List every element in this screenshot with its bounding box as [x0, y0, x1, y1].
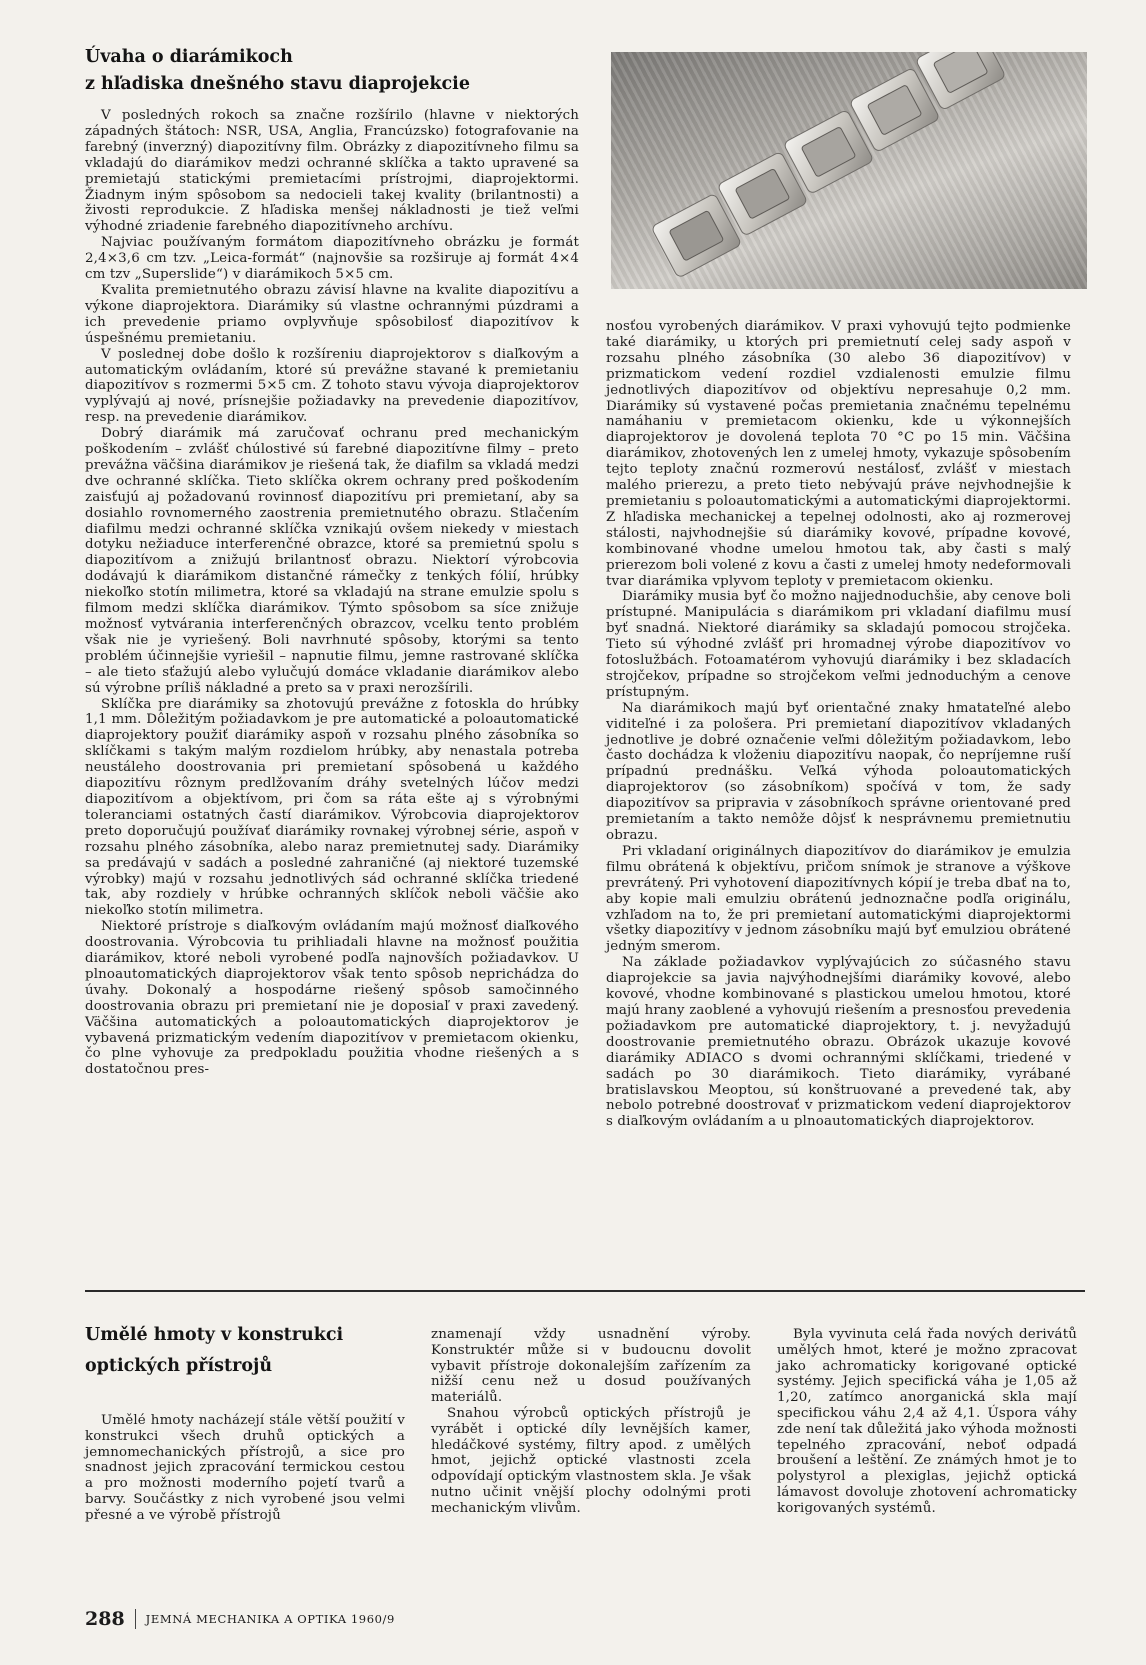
page-footer — [85, 1608, 585, 1630]
article1-title — [85, 44, 565, 98]
page-number: 288 — [85, 1608, 125, 1630]
article2-column-2 — [431, 1327, 751, 1517]
paragraph: nosťou vyrobených diarámikov. V praxi vyhovujú tejto podmienke také diarámiky, u ktorých pri premietnutí celej sady aspoň v rozsahu plného zásobníka (30 alebo 36 diapozitívov) v prizmatickom vedení rozdiel vzdialenosti emulzie filmu jednotlivých diapozitívov od objektívu nepresahuje 0,2 mm. Diarámiky sú vystavené počas premietania značnému tepelnému namáhaniu v premietacom okienku, kde u výkonnejších diaprojektorov je dovolená teplota 70 °C po 15 min. Väčšina diarámikov, zhotovených len z umelej hmoty, vykazuje spôsobením tejto teploty značnú rozmerovú nestálosť, zvlášť v miestach malého prierezu, a preto tieto nebývajú práve nejvhodnejšie k premietaniu s poloautomatickými a automatickými diaprojektormi. Z hľadiska mechanickej a tepelnej odolnosti, ako aj rozmerovej stálosti, najvhodnejšie sú diarámiky kovové, prípadne kovové, kombinované vhodne umelou hmotou tak, aby časti s malý prierezom boli volené z kovu a časti z umelej hmoty nedeformovali tvar diarámika vplyvom teploty v premietacom okienku. — [606, 319, 1071, 589]
paragraph: Najviac používaným formátom diapozitívneho obrázku je formát 2,4×3,6 cm tzv. „Leica-formát“ (najnovšie sa rozširuje aj formát 4×4 cm tzv „Superslide“) v diarámikoch 5×5 cm. — [85, 235, 579, 283]
paragraph: Dobrý diarámik má zaručovať ochranu pred mechanickým poškodením – zvlášť chúlostivé sú farebné diapozitívne filmy – preto prevážna väčšina diarámikov je riešená tak, že diafilm sa vkladá medzi dve ochranné sklíčka. Tieto sklíčka okrem ochrany pred poškodením zaisťujú aj požadovanú rovinnosť diapozitívu pri premietaní, aby sa dosiahlo rovnomerného zaostrenia premietnutého obrazu. Stlačením diafilmu medzi ochranné sklíčka vznikajú ovšem niekedy v miestach dotyku nežiaduce interferenčné obrazce, ktoré sa premietnú spolu s diapozitívom a znižujú brilantnosť obrazu. Niektorí výrobcovia dodávajú k diarámikom distančné rámečky z tenkých fólií, hrúbky niekoľko stotín milimetra, ktoré sa vkladajú na strane emulzie spolu s filmom medzi sklíčka diarámikov. Týmto spôsobom sa síce znižuje možnosť vytvárania interferenčných obrazcov, vcelku tento problém však nie je vyriešený. Boli navrhnuté spôsoby, ktorými sa tento problém účinnejšie vyriešil – napnutie filmu, jemne rastrované sklíčka – ale tieto sťažujú alebo vylučujú domáce vkladanie diarámikov alebo sú výrobne príliš nákladné a preto sa v praxi nerozšírili. — [85, 426, 579, 696]
footer-separator — [135, 1609, 136, 1629]
article1-title-line1: Úvaha o diarámikoch — [85, 47, 293, 67]
paragraph: Umělé hmoty nacházejí stále větší použití v konstrukci všech druhů optických a jemnomechanických přístrojů, a sice pro snadnost jejich zpracování termickou cestou a pro možnosti moderního pojetí tvarů a barvy. Součástky z nich vyrobené jsou velmi přesné a ve výrobě přístrojů — [85, 1413, 405, 1523]
article1-title-line2: z hľadiska dnešného stavu diaprojekcie — [85, 74, 470, 94]
paragraph: Byla vyvinuta celá řada nových derivátů umělých hmot, které je možno zpracovat jako achromaticky korigované optické systémy. Jejich specifická váha je 1,05 až 1,20, zatímco anorganická skla mají specifickou váhu 2,4 až 4,1. Úspora váhy zde není tak důležitá jako výhoda možnosti tepelného zpracování, neboť odpadá broušení a leštění. Ze známých hmot je to polystyrol a plexiglas, jejichž optická lámavost dovoluje zhotovení achromaticky korigovaných systémů. — [777, 1327, 1077, 1516]
slide-frames-photo — [611, 52, 1087, 289]
article2-title-line1: Umělé hmoty v konstrukci — [85, 1325, 344, 1345]
paragraph: Na diarámikoch majú byť orientačné znaky hmatateľné alebo viditeľné i za pološera. Pri premietaní diapozitívov vkladaných jednotlive je dobré označenie veľmi dôležitým požiadavkom, lebo často dochádza k vloženiu diapozitívu naopak, čo nepríjemne ruší prípadnú prednášku. Veľká výhoda poloautomatických diaprojektorov (so zásobníkom) spočívá v tom, že sady diapozitívov sa pripravia v zásobníkoch správne orientované pred premietaním a takto nemôže dôjsť k nesprávnemu premietnutiu obrazu. — [606, 700, 1071, 843]
article2-title-line2: optických přístrojů — [85, 1356, 273, 1376]
article2-column-3 — [777, 1327, 1077, 1517]
section-divider — [85, 1290, 1085, 1292]
paragraph: Diarámiky musia byť čo možno najjednoduchšie, aby cenove boli prístupné. Manipulácia s diarámikom pri vkladaní diafilmu musí byť snadná. Niektoré diarámiky sa skladajú pomocou strojčeka. Tieto sú výhodné zvlášť pri hromadnej výrobe diapozitívov vo fotoslužbách. Fotoamatérom vyhovujú diarámiky i bez skladacích strojčekov, prípadne so strojčekom veľmi jednoduchým a cenove prístupným. — [606, 589, 1071, 700]
paragraph: Snahou výrobců optických přístrojů je vyrábět i optické díly levnějších kamer, hledáčkové systémy, filtry apod. z umělých hmot, jejichž optické vlastnosti zcela odpovídají optickým vlastnostem skla. Je však nutno učinit vnější plochy odolnými proti mechanickým vlivům. — [431, 1405, 751, 1516]
article2-title — [85, 1320, 385, 1382]
article1-right-column — [606, 319, 1071, 1130]
paragraph: Na základe požiadavkov vyplývajúcich zo súčasného stavu diaprojekcie sa javia najvýhodnejšími diarámiky kovové, alebo kovové, vhodne kombinované s plastickou umelou hmotou, ktoré majú hrany zaoblené a vyhovujú riešením a presnosťou prevedenia požiadavkom pre automatické diaprojektory, t. j. nevyžadujú doostrovanie premietnutého obrazu. Obrázok ukazuje kovové diarámiky ADIACO s dvomi ochrannými sklíčkami, triedené v sadách po 30 diarámikoch. Tieto diarámiky, vyrábané bratislavskou Meoptou, sú konštruované a prevedené tak, aby nebolo potrebné doostrovať v prizmatickom vedení diaprojektorov s diaľkovým ovládaním a u plnoautomatických diaprojektorov. — [606, 955, 1071, 1130]
paragraph: Niektoré prístroje s diaľkovým ovládaním majú možnosť diaľkového doostrovania. Výrobcovia tu prihliadali hlavne na možnosť použitia diarámikov, ktoré neboli vyrobené podľa najnovších požiadavkov. U plnoautomatických diaprojektorov však tento spôsob neprichádza do úvahy. Dokonalý a hospodárne riešený spôsob samočinného doostrovania obrazu pri premietaní nie je doposiaľ v praxi zavedený. Väčšina automatických a poloautomatických diaprojektorov je vybavená prizmatickým vedením diapozitívov v premietacom okienku, čo plne vyhovuje za predpokladu použitia vhodne riešených a s dostatočnou pres- — [85, 919, 579, 1078]
article2-column-1 — [85, 1413, 405, 1524]
paragraph: znamenají vždy usnadnění výroby. Konstruktér může si v budoucnu dovolit vybavit přístroje dokonalejším zařízením za nižší cenu než u dosud používaných materiálů. — [431, 1327, 751, 1406]
paragraph: V posledných rokoch sa značne rozšírilo (hlavne v niektorých západných štátoch: NSR, USA, Anglia, Francúzsko) fotografovanie na farebný (inverzný) diapozitívny film. Obrázky z diapozitívneho filmu sa vkladajú do diarámikov medzi ochranné sklíčka a takto upravené sa premietajú statickými premietacími prístrojmi, diaprojektormi. Žiadnym iným spôsobom sa nedocieli takej kvality (brilantnosti) a živosti reprodukcie. Z hľadiska menšej nákladnosti je tiež veľmi výhodné zriadenie farebného diapozitívneho archívu. — [85, 108, 579, 235]
paragraph: V poslednej dobe došlo k rozšíreniu diaprojektorov s diaľkovým a automatickým ovládaním, ktoré sú prevážne stavané k premietaniu diapozitívov s rozmermi 5×5 cm. Z tohoto stavu vývoja diaprojektorov vyplývajú aj nové, prísnejšie požiadavky na prevedenie diapozitívov, resp. na prevedenie diarámikov. — [85, 346, 579, 426]
slide-frames-illustration — [611, 52, 1087, 289]
paragraph: Sklíčka pre diarámiky sa zhotovujú prevážne z fotoskla do hrúbky 1,1 mm. Dôležitým požiadavkom je pre automatické a poloautomatické diaprojektory použiť diarámiky aspoň v rozsahu plného zásobníka so sklíčkami s takým malým rozdielom hrúbky, aby nenastala potreba neustáleho doostrovania pri premietaní spôsobená u každého diapozitívu rôznym predlžovaním dráhy svetelných lúčov medzi diapozitívom a objektívom, pri čom sa ráta ešte aj s výrobnými toleranciami ostatných častí diarámikov. Výrobcovia diaprojektorov preto doporučujú používať diarámiky rovnakej výrobnej série, aspoň v rozsahu plného zásobníka, alebo naraz premietnutej sady. Diarámiky sa predávajú v sadách a posledné zahraničné (aj niektoré tuzemské výrobky) majú v rozsahu jednotlivých sád ochranné sklíčka triedené tak, aby rozdiely v hrúbke ochranných sklíčok neboli väčšie ako niekoľko stotín milimetra. — [85, 696, 579, 919]
paragraph: Kvalita premietnutého obrazu závisí hlavne na kvalite diapozitívu a výkone diaprojektora. Diarámiky sú vlastne ochrannými púzdrami a ich prevedenie priamo ovplyvňuje spôsobilosť diapozitívov k úspešnému premietaniu. — [85, 282, 579, 346]
article1-left-column — [85, 108, 579, 1078]
paragraph: Pri vkladaní originálnych diapozitívov do diarámikov je emulzia filmu obrátená k objektívu, pričom snímok je stranove a výškove prevrátený. Pri vyhotovení diapozitívnych kópií je treba dbať na to, aby kopie mali emulziu obrátenú jednoznačne podľa originálu, vzhľadom na to, že pri premietaní automatickými diaprojektormi všetky diapozitívy v jednom zásobníku majú byť emulziou obrátené jedným smerom. — [606, 843, 1071, 955]
journal-name: JEMNÁ MECHANIKA A OPTIKA 1960/9 — [145, 1612, 395, 1626]
